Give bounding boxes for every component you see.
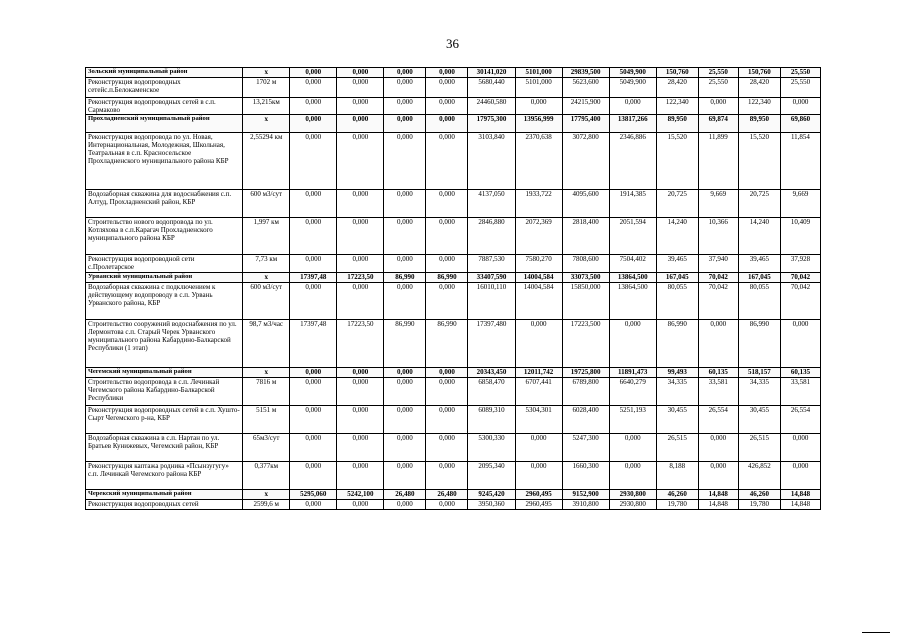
project-name-cell: Водозаборная скважина в с.п. Нартан по ул. Братьев Кунижевых, Чегемский район, КБР [86, 434, 243, 462]
value-cell: 0,000 [384, 283, 426, 320]
project-name-cell: Реконструкция водопроводных сетейс.п.Белокаменское [86, 78, 243, 98]
value-cell: 0,000 [384, 68, 426, 78]
value-cell: 14,848 [780, 500, 820, 510]
value-cell: 2818,400 [562, 218, 609, 255]
value-cell: 70,042 [780, 283, 820, 320]
value-cell: 7808,600 [562, 255, 609, 273]
value-cell: 0,000 [290, 68, 337, 78]
district-name-cell: Черекский муниципальный район [86, 490, 243, 500]
value-cell: 86,990 [738, 320, 780, 368]
value-cell: 0,000 [384, 378, 426, 406]
value-cell: 9245,420 [468, 490, 515, 500]
value-cell: 25,550 [698, 68, 738, 78]
value-cell: 2051,594 [609, 218, 656, 255]
value-cell: 4095,600 [562, 190, 609, 218]
district-row [86, 68, 821, 78]
project-name-cell: Реконструкция водопроводных сетей в с.п. Сармаково [86, 98, 243, 115]
value-cell: 122,340 [738, 98, 780, 115]
value-cell: 0,000 [609, 462, 656, 490]
project-row [86, 320, 821, 368]
value-cell: 14,848 [698, 500, 738, 510]
capacity-cell: 2599,6 м [243, 500, 290, 510]
project-row [86, 218, 821, 255]
value-cell: 0,000 [609, 320, 656, 368]
value-cell: 0,000 [609, 434, 656, 462]
value-cell: 0,000 [290, 378, 337, 406]
value-cell: 5251,193 [609, 406, 656, 434]
value-cell: 0,000 [290, 190, 337, 218]
capacity-cell: 1,997 км [243, 218, 290, 255]
value-cell: 6640,279 [609, 378, 656, 406]
value-cell: 20,725 [656, 190, 698, 218]
capacity-cell: x [243, 115, 290, 133]
district-name-cell: Зольский муниципальный район [86, 68, 243, 78]
value-cell: 3950,360 [468, 500, 515, 510]
district-name-cell: Урванский муниципальный район [86, 273, 243, 283]
value-cell: 0,000 [426, 255, 468, 273]
value-cell: 7580,270 [515, 255, 562, 273]
value-cell: 150,760 [656, 68, 698, 78]
value-cell: 3910,800 [562, 500, 609, 510]
value-cell: 24215,900 [562, 98, 609, 115]
value-cell: 0,000 [290, 434, 337, 462]
value-cell: 30,455 [738, 406, 780, 434]
value-cell: 0,000 [290, 98, 337, 115]
value-cell: 69,860 [780, 115, 820, 133]
value-cell: 14,848 [780, 490, 820, 500]
value-cell: 0,000 [337, 434, 384, 462]
value-cell: 0,000 [384, 406, 426, 434]
value-cell: 86,990 [656, 320, 698, 368]
project-row [86, 500, 821, 510]
value-cell: 0,000 [337, 462, 384, 490]
value-cell: 33407,590 [468, 273, 515, 283]
value-cell: 2370,638 [515, 133, 562, 190]
value-cell: 13956,999 [515, 115, 562, 133]
value-cell: 6028,400 [562, 406, 609, 434]
value-cell: 5680,440 [468, 78, 515, 98]
value-cell: 0,000 [384, 462, 426, 490]
value-cell: 2346,886 [609, 133, 656, 190]
value-cell: 0,000 [426, 115, 468, 133]
value-cell: 15,520 [656, 133, 698, 190]
value-cell: 13817,266 [609, 115, 656, 133]
project-row [86, 462, 821, 490]
capacity-cell: 600 м3/сут [243, 190, 290, 218]
value-cell: 46,260 [738, 490, 780, 500]
value-cell: 0,000 [337, 378, 384, 406]
capacity-cell: x [243, 490, 290, 500]
value-cell: 26,515 [738, 434, 780, 462]
value-cell: 0,000 [698, 434, 738, 462]
value-cell: 17223,50 [337, 273, 384, 283]
value-cell: 25,550 [698, 78, 738, 98]
project-name-cell: Реконструкция водопроводных сетей [86, 500, 243, 510]
project-name-cell: Строительство нового водопровода по ул. Котляхова в с.п.Карагач Прохладненского муниципального района КБР [86, 218, 243, 255]
value-cell: 8,188 [656, 462, 698, 490]
value-cell: 0,000 [290, 283, 337, 320]
value-cell: 5295,060 [290, 490, 337, 500]
project-name-cell: Строительство водопровода в с.п. Лечинкай Чегемского района Кабардино-Балкарской Республики [86, 378, 243, 406]
value-cell: 2930,800 [609, 500, 656, 510]
capacity-cell: 2,55294 км [243, 133, 290, 190]
value-cell: 0,000 [780, 320, 820, 368]
project-row [86, 378, 821, 406]
value-cell: 60,135 [698, 368, 738, 378]
value-cell: 0,000 [384, 255, 426, 273]
value-cell: 0,000 [290, 133, 337, 190]
value-cell: 37,928 [780, 255, 820, 273]
value-cell: 30,455 [656, 406, 698, 434]
value-cell: 28,420 [656, 78, 698, 98]
value-cell: 89,950 [656, 115, 698, 133]
value-cell: 70,042 [698, 273, 738, 283]
value-cell: 5623,600 [562, 78, 609, 98]
value-cell: 0,000 [290, 500, 337, 510]
project-row [86, 98, 821, 115]
value-cell: 10,409 [780, 218, 820, 255]
value-cell: 25,550 [780, 68, 820, 78]
value-cell: 5101,000 [515, 68, 562, 78]
value-cell: 122,340 [656, 98, 698, 115]
value-cell: 0,000 [290, 255, 337, 273]
project-row [86, 78, 821, 98]
value-cell: 6858,470 [468, 378, 515, 406]
value-cell: 0,000 [780, 434, 820, 462]
district-row [86, 368, 821, 378]
value-cell: 46,260 [656, 490, 698, 500]
value-cell: 0,000 [698, 320, 738, 368]
value-cell: 0,000 [698, 462, 738, 490]
value-cell: 0,000 [337, 255, 384, 273]
district-name-cell: Чегемский муниципальный район [86, 368, 243, 378]
value-cell: 6089,310 [468, 406, 515, 434]
capacity-cell: 5151 м [243, 406, 290, 434]
value-cell: 0,000 [290, 218, 337, 255]
value-cell: 0,000 [384, 115, 426, 133]
value-cell: 2960,495 [515, 490, 562, 500]
value-cell: 86,990 [384, 320, 426, 368]
value-cell: 1660,300 [562, 462, 609, 490]
value-cell: 14,848 [698, 490, 738, 500]
value-cell: 39,465 [738, 255, 780, 273]
value-cell: 26,480 [384, 490, 426, 500]
value-cell: 14004,584 [515, 283, 562, 320]
capacity-cell: 98,7 м3/час [243, 320, 290, 368]
value-cell: 19,780 [738, 500, 780, 510]
value-cell: 34,335 [738, 378, 780, 406]
value-cell: 5101,000 [515, 78, 562, 98]
value-cell: 26,515 [656, 434, 698, 462]
value-cell: 0,000 [426, 462, 468, 490]
value-cell: 25,550 [780, 78, 820, 98]
project-name-cell: Водозаборная скважина с подключением к действующему водопроводу в с.п. Урвань Урванского района, КБР [86, 283, 243, 320]
value-cell: 5049,900 [609, 78, 656, 98]
value-cell: 0,000 [515, 98, 562, 115]
value-cell: 9152,900 [562, 490, 609, 500]
value-cell: 11891,473 [609, 368, 656, 378]
value-cell: 10,366 [698, 218, 738, 255]
value-cell: 0,000 [780, 98, 820, 115]
capacity-cell: x [243, 273, 290, 283]
value-cell: 5300,330 [468, 434, 515, 462]
district-row [86, 490, 821, 500]
value-cell: 80,055 [656, 283, 698, 320]
value-cell: 2930,800 [609, 490, 656, 500]
value-cell: 0,000 [426, 378, 468, 406]
project-name-cell: Строительство сооружений водоснабжения по ул. Лермонтова с.п. Старый Черек Урванского муниципального района Кабардино-Балкарской Республики (1 этап) [86, 320, 243, 368]
project-row [86, 283, 821, 320]
value-cell: 17397,48 [290, 273, 337, 283]
funding-table [85, 67, 821, 510]
capacity-cell: 7816 м [243, 378, 290, 406]
value-cell: 14,240 [738, 218, 780, 255]
capacity-cell: x [243, 368, 290, 378]
value-cell: 70,042 [780, 273, 820, 283]
value-cell: 13864,500 [609, 273, 656, 283]
value-cell: 12011,742 [515, 368, 562, 378]
value-cell: 0,000 [337, 115, 384, 133]
value-cell: 0,000 [515, 320, 562, 368]
table-body [86, 68, 821, 510]
value-cell: 0,000 [384, 434, 426, 462]
value-cell: 34,335 [656, 378, 698, 406]
value-cell: 2960,495 [515, 500, 562, 510]
value-cell: 89,950 [738, 115, 780, 133]
value-cell: 0,000 [337, 218, 384, 255]
value-cell: 0,000 [337, 283, 384, 320]
value-cell: 0,000 [426, 434, 468, 462]
value-cell: 0,000 [515, 434, 562, 462]
value-cell: 2846,880 [468, 218, 515, 255]
value-cell: 24460,580 [468, 98, 515, 115]
value-cell: 33,581 [698, 378, 738, 406]
value-cell: 0,000 [426, 68, 468, 78]
value-cell: 37,940 [698, 255, 738, 273]
funding-table-container [85, 67, 821, 510]
value-cell: 29839,500 [562, 68, 609, 78]
capacity-cell: 13,215км [243, 98, 290, 115]
value-cell: 26,480 [426, 490, 468, 500]
value-cell: 70,042 [698, 283, 738, 320]
value-cell: 1914,385 [609, 190, 656, 218]
value-cell: 5242,100 [337, 490, 384, 500]
value-cell: 0,000 [426, 98, 468, 115]
value-cell: 28,420 [738, 78, 780, 98]
value-cell: 0,000 [780, 462, 820, 490]
value-cell: 86,990 [426, 320, 468, 368]
value-cell: 33073,500 [562, 273, 609, 283]
value-cell: 19725,800 [562, 368, 609, 378]
value-cell: 5304,301 [515, 406, 562, 434]
value-cell: 11,854 [780, 133, 820, 190]
value-cell: 17223,500 [562, 320, 609, 368]
value-cell: 11,899 [698, 133, 738, 190]
value-cell: 167,045 [738, 273, 780, 283]
district-name-cell: Прохладненский муниципальный район [86, 115, 243, 133]
value-cell: 0,000 [609, 98, 656, 115]
value-cell: 0,000 [290, 368, 337, 378]
value-cell: 80,055 [738, 283, 780, 320]
value-cell: 15850,000 [562, 283, 609, 320]
value-cell: 14,240 [656, 218, 698, 255]
value-cell: 17397,48 [290, 320, 337, 368]
value-cell: 17795,400 [562, 115, 609, 133]
value-cell: 518,157 [738, 368, 780, 378]
value-cell: 0,000 [426, 78, 468, 98]
value-cell: 33,581 [780, 378, 820, 406]
value-cell: 0,000 [337, 406, 384, 434]
value-cell: 0,000 [290, 78, 337, 98]
value-cell: 15,520 [738, 133, 780, 190]
value-cell: 0,000 [337, 500, 384, 510]
value-cell: 167,045 [656, 273, 698, 283]
district-row [86, 115, 821, 133]
capacity-cell: 65м3/сут [243, 434, 290, 462]
value-cell: 0,000 [426, 218, 468, 255]
value-cell: 1933,722 [515, 190, 562, 218]
value-cell: 0,000 [337, 133, 384, 190]
value-cell: 0,000 [384, 500, 426, 510]
capacity-cell: 600 м3/сут [243, 283, 290, 320]
value-cell: 0,000 [515, 462, 562, 490]
value-cell: 0,000 [337, 78, 384, 98]
value-cell: 0,000 [337, 68, 384, 78]
value-cell: 0,000 [426, 406, 468, 434]
value-cell: 13864,500 [609, 283, 656, 320]
value-cell: 0,000 [384, 98, 426, 115]
value-cell: 0,000 [337, 98, 384, 115]
value-cell: 16010,110 [468, 283, 515, 320]
capacity-cell: 0,377км [243, 462, 290, 490]
value-cell: 0,000 [384, 368, 426, 378]
project-row [86, 255, 821, 273]
corner-rule [862, 632, 890, 633]
value-cell: 5247,300 [562, 434, 609, 462]
value-cell: 6707,441 [515, 378, 562, 406]
value-cell: 86,990 [384, 273, 426, 283]
value-cell: 2095,340 [468, 462, 515, 490]
value-cell: 0,000 [290, 406, 337, 434]
project-row [86, 406, 821, 434]
project-name-cell: Реконструкция водопроводной сети с.Пролетарское [86, 255, 243, 273]
project-name-cell: Реконструкция каптажа родника «Псынзугугу» с.п. Лечинкай Чегемского района КБР [86, 462, 243, 490]
project-row [86, 434, 821, 462]
value-cell: 0,000 [426, 283, 468, 320]
value-cell: 0,000 [384, 78, 426, 98]
value-cell: 0,000 [384, 133, 426, 190]
value-cell: 14004,584 [515, 273, 562, 283]
value-cell: 0,000 [337, 190, 384, 218]
value-cell: 0,000 [426, 368, 468, 378]
value-cell: 7504,402 [609, 255, 656, 273]
value-cell: 5049,900 [609, 68, 656, 78]
page-number: 36 [446, 36, 459, 51]
project-name-cell: Водозаборная скважина для водоснабжения с.п. Алтуд, Прохладненский район, КБР [86, 190, 243, 218]
value-cell: 20,725 [738, 190, 780, 218]
value-cell: 3072,800 [562, 133, 609, 190]
value-cell: 86,990 [426, 273, 468, 283]
value-cell: 426,852 [738, 462, 780, 490]
capacity-cell: 1702 м [243, 78, 290, 98]
value-cell: 0,000 [426, 133, 468, 190]
value-cell: 26,554 [698, 406, 738, 434]
project-row [86, 133, 821, 190]
project-row [86, 190, 821, 218]
value-cell: 30141,020 [468, 68, 515, 78]
value-cell: 0,000 [698, 98, 738, 115]
project-name-cell: Реконструкция водопровода по ул. Новая, Интернациональная, Молодежная, Школьная, Театральная в с.п. Красносельское Прохладненского муниципального района КБР [86, 133, 243, 190]
project-name-cell: Реконструкция водопроводных сетей в с.п. Хушто-Сырт Чегемского р-на, КБР [86, 406, 243, 434]
capacity-cell: 7,73 км [243, 255, 290, 273]
value-cell: 2072,369 [515, 218, 562, 255]
capacity-cell: x [243, 68, 290, 78]
value-cell: 17975,300 [468, 115, 515, 133]
district-row [86, 273, 821, 283]
value-cell: 17223,50 [337, 320, 384, 368]
value-cell: 3103,840 [468, 133, 515, 190]
value-cell: 0,000 [426, 500, 468, 510]
value-cell: 0,000 [426, 190, 468, 218]
value-cell: 26,554 [780, 406, 820, 434]
value-cell: 0,000 [384, 190, 426, 218]
value-cell: 0,000 [290, 115, 337, 133]
value-cell: 4137,050 [468, 190, 515, 218]
value-cell: 99,493 [656, 368, 698, 378]
value-cell: 7887,530 [468, 255, 515, 273]
value-cell: 69,874 [698, 115, 738, 133]
value-cell: 0,000 [337, 368, 384, 378]
value-cell: 0,000 [290, 462, 337, 490]
value-cell: 9,669 [698, 190, 738, 218]
value-cell: 6789,800 [562, 378, 609, 406]
value-cell: 9,669 [780, 190, 820, 218]
value-cell: 17397,480 [468, 320, 515, 368]
value-cell: 39,465 [656, 255, 698, 273]
value-cell: 150,760 [738, 68, 780, 78]
value-cell: 60,135 [780, 368, 820, 378]
value-cell: 20343,450 [468, 368, 515, 378]
value-cell: 19,780 [656, 500, 698, 510]
value-cell: 0,000 [384, 218, 426, 255]
